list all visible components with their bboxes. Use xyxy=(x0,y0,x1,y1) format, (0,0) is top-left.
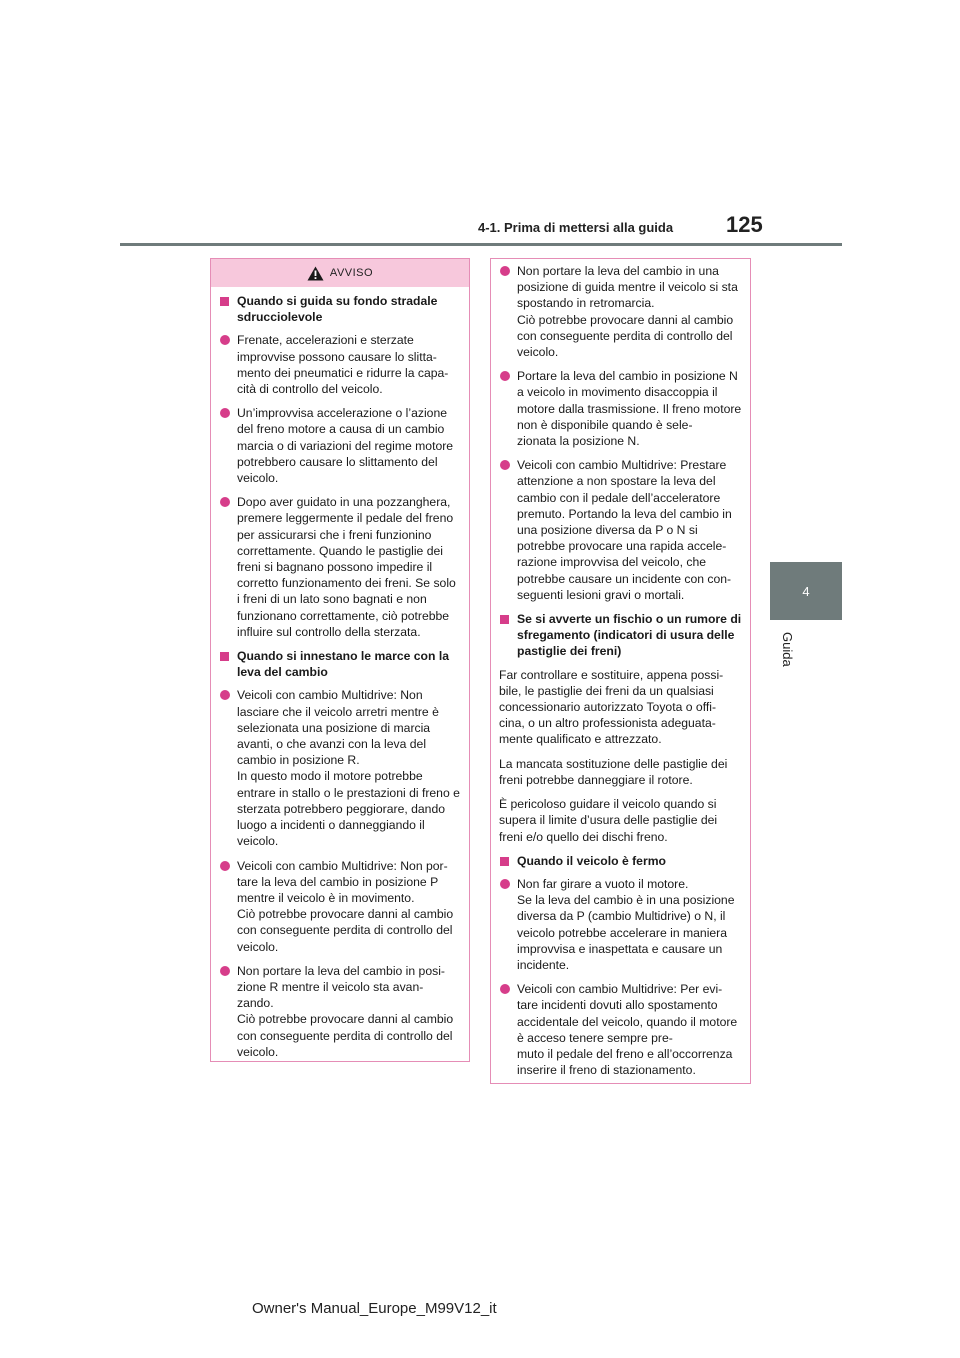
bullet-item xyxy=(499,876,742,973)
bullet-item xyxy=(499,263,742,360)
page-number: 125 xyxy=(726,212,763,237)
bullet-item xyxy=(499,457,742,603)
item-text: Veicoli con cambio Multidrive: Non lasciare che il veicolo arretri mentre è selezionata una posizione di marcia avanti, o che avanzi con la leva del cambio in posizione R. In questo modo il motore potrebbe entrare in stallo o le prestazioni di freno e sterzata potrebbero peggiorare, dando luogo a incidenti o danneggiando il veicolo. xyxy=(237,688,460,849)
bullet-item xyxy=(219,332,461,397)
item-text: La mancata sostituzione delle pastiglie dei freni potrebbe danneggiare il rotore. xyxy=(499,756,728,787)
continued-warning-box xyxy=(490,258,751,1084)
round-bullet-icon xyxy=(500,266,510,276)
warning-body xyxy=(211,287,469,1076)
round-bullet-icon xyxy=(220,966,230,976)
bullet-item xyxy=(219,687,461,849)
chapter-label-text: Guida xyxy=(780,632,795,667)
header-rule xyxy=(120,243,842,246)
round-bullet-icon xyxy=(500,460,510,470)
item-text: Quando si innestano le marce con la leva del cambio xyxy=(237,649,449,680)
item-text: Frenate, accelerazioni e sterzate improvvise possono causare lo slitta- mento dei pneumatici e ridurre la capa- cità di controllo del veicolo. xyxy=(237,333,449,397)
round-bullet-icon xyxy=(500,984,510,994)
chapter-tab xyxy=(770,562,842,620)
item-text: È pericoloso guidare il veicolo quando si supera il limite d’usura delle pastiglie dei freni e/o quello dei dischi freno. xyxy=(499,797,718,844)
item-text: Far controllare e sostituire, appena possi- bile, le pastiglie dei freni da un qualsiasi concessionario autorizzato Toyota o offi- cina, o un altro professionista adeguata- mente qualificato e attrezzato. xyxy=(499,667,724,747)
warning-title: AVVISO xyxy=(329,266,374,279)
round-bullet-icon xyxy=(220,335,230,345)
item-text: Veicoli con cambio Multidrive: Prestare attenzione a non spostare la leva del cambio con il pedale dell’acceleratore premuto. Portando la leva del cambio in una posizione diversa da P o N si potrebbe provocare una rapida accele- razione improvvisa del veicolo, che potrebbe causare un incidente con con- seguenti lesioni gravi o mortali. xyxy=(517,458,732,602)
round-bullet-icon xyxy=(220,408,230,418)
item-text: Se si avverte un fischio o un rumore di sfregamento (indicatori di usura delle pastiglie dei freni) xyxy=(517,612,742,659)
warning-box xyxy=(210,258,470,1062)
paragraph xyxy=(499,796,742,845)
paragraph xyxy=(499,756,742,788)
warning-triangle-icon xyxy=(307,266,324,281)
section-heading xyxy=(499,611,742,660)
section-heading xyxy=(219,648,461,680)
item-text: Non portare la leva del cambio in posi- zione R mentre il veicolo sta avan- zando. Ciò potrebbe provocare danni al cambio con conseguente perdita di controllo del veicolo. xyxy=(237,963,454,1059)
bullet-item xyxy=(219,963,461,1060)
continued-warning-body xyxy=(491,259,750,1094)
section-heading xyxy=(499,853,742,869)
square-bullet-icon xyxy=(500,615,509,624)
footer-text: Owner's Manual_Europe_M99V12_it xyxy=(252,1300,497,1317)
bullet-item xyxy=(219,405,461,486)
bullet-item xyxy=(499,368,742,449)
section-title: 4-1. Prima di mettersi alla guida xyxy=(478,220,674,235)
round-bullet-icon xyxy=(220,690,230,700)
bullet-item xyxy=(499,981,742,1078)
item-text: Non portare la leva del cambio in una posizione di guida mentre il veicolo si sta spostando in retromarcia. Ciò potrebbe provocare danni al cambio con conseguente perdita di controllo del veicolo. xyxy=(517,264,738,360)
paragraph xyxy=(499,667,742,748)
bullet-item xyxy=(219,858,461,955)
item-text: Non far girare a vuoto il motore. Se la leva del cambio è in una posizione diversa da P (cambio Multidrive) o N, il veicolo potrebbe accelerare in maniera improvvisa e inaspettata e causare un incidente. xyxy=(517,876,735,972)
round-bullet-icon xyxy=(500,371,510,381)
item-text: Quando il veicolo è fermo xyxy=(517,853,666,868)
bullet-item xyxy=(219,494,461,640)
warning-header xyxy=(211,259,469,287)
square-bullet-icon xyxy=(500,857,509,866)
round-bullet-icon xyxy=(220,497,230,507)
item-text: Quando si guida su fondo stradale sdrucciolevole xyxy=(237,294,438,325)
chapter-number: 4 xyxy=(802,583,810,599)
item-text: Dopo aver guidato in una pozzanghera, premere leggermente il pedale del freno per assicurarsi che i freni funzionino correttamente. Quando le pastiglie dei freni si bagnano possono impedire il corretto funzionamento dei freni. Se solo i freni di un lato sono bagnati e non funzionano correttamente, ciò potrebbe influire sul controllo della sterzata. xyxy=(237,495,456,639)
square-bullet-icon xyxy=(220,652,229,661)
item-text: Portare la leva del cambio in posizione N a veicolo in movimento disaccoppia il motore dalla trasmissione. Il freno motore non è disponibile quando è sele- zionata la posizione N. xyxy=(517,369,742,449)
section-heading xyxy=(219,293,461,325)
round-bullet-icon xyxy=(220,861,230,871)
square-bullet-icon xyxy=(220,297,229,306)
item-text: Un’improvvisa accelerazione o l’azione del freno motore a causa di un cambio marcia o di variazioni del regime motore potrebbero causare lo slittamento del veicolo. xyxy=(237,406,454,486)
item-text: Veicoli con cambio Multidrive: Non por- tare la leva del cambio in posizione P mentre il veicolo è in movimento. Ciò potrebbe provocare danni al cambio con conseguente perdita di controllo del veicolo. xyxy=(237,858,454,954)
round-bullet-icon xyxy=(500,879,510,889)
item-text: Veicoli con cambio Multidrive: Per evi- tare incidenti dovuti allo spostamento accidentale del veicolo, quando il motore è acceso tenere sempre pre- muto il pedale del freno e all’occorrenza inserire il freno di stazionamento. xyxy=(517,982,738,1078)
chapter-label xyxy=(780,632,810,682)
